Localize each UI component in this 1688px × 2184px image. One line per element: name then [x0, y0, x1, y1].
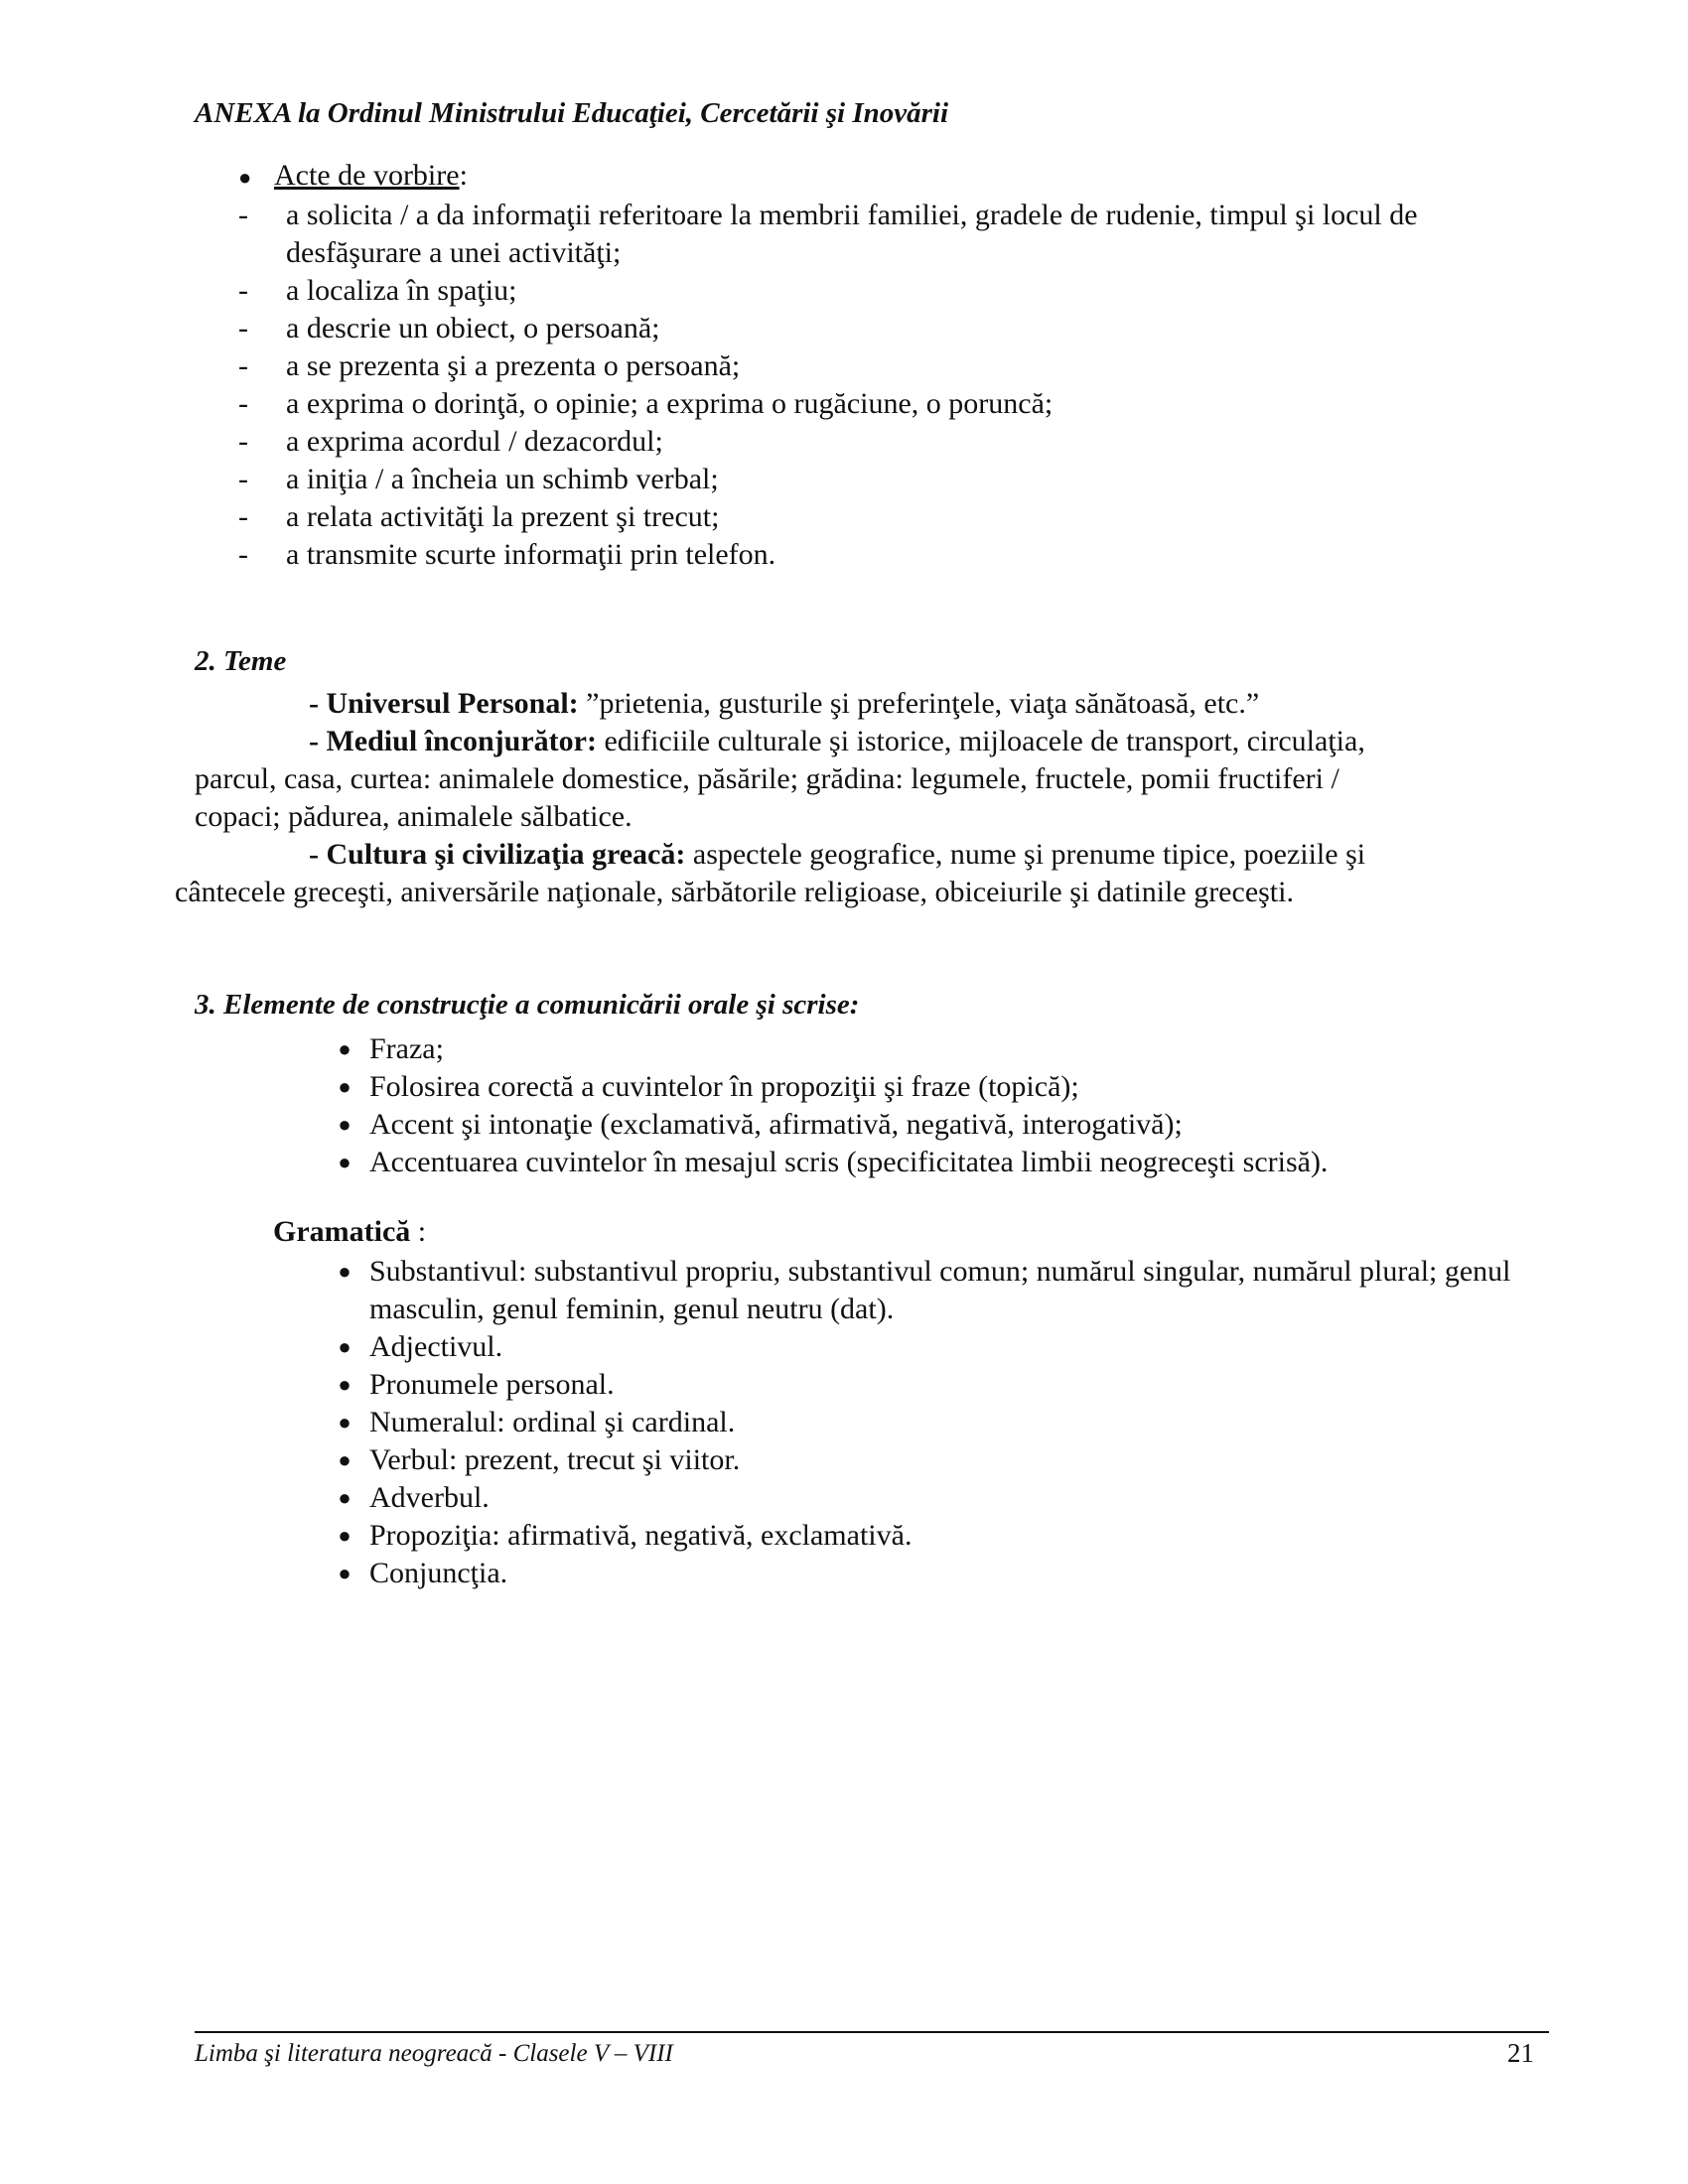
acte-heading-row: [238, 157, 1549, 197]
acte-section: [238, 157, 1549, 574]
bullet-icon: ●: [338, 1485, 352, 1510]
list-item: - a exprima acordul / dezacordul;: [238, 423, 1549, 461]
dash-icon: -: [238, 199, 248, 231]
list-item: ● Substantivul: substantivul propriu, substantivul comun; numărul singular, numărul plural; genul masculin, genul feminin, genul neutru (dat).: [320, 1253, 1511, 1328]
list-item: - a iniţia / a încheia un schimb verbal;: [238, 461, 1549, 498]
teme-paragraph-3-cont: cântecele greceşti, aniversările naţionale, sărbătorile religioase, obiceiurile şi datinile greceşti.: [175, 876, 1294, 908]
teme-section: [175, 685, 1485, 911]
bullet-icon: ●: [338, 1036, 352, 1061]
page-number: 21: [1507, 2038, 1534, 2068]
footer-divider: [195, 2031, 1549, 2033]
dash-icon: -: [238, 500, 248, 533]
list-item: ● Conjuncţia.: [320, 1555, 1511, 1592]
acte-list: [238, 197, 1549, 574]
footer-text: Limba şi literatura neogreacă - Clasele V – VIII: [195, 2040, 673, 2067]
bullet-icon: ●: [338, 1410, 352, 1434]
list-item: - a localiza în spaţiu;: [238, 272, 1549, 310]
acte-heading-colon: :: [459, 159, 468, 192]
elemente-list: [320, 1030, 1511, 1181]
list-item: ● Verbul: prezent, trecut şi viitor.: [320, 1441, 1511, 1479]
list-item: ● Adjectivul.: [320, 1328, 1511, 1366]
gramatica-list: [320, 1253, 1511, 1592]
list-item: ● Accent şi intonaţie (exclamativă, afirmativă, negativă, interogativă);: [320, 1106, 1511, 1144]
acte-heading: Acte de vorbire: [274, 159, 460, 192]
teme-title: 2. Teme: [195, 645, 287, 677]
list-item: - a solicita / a da informaţii referitoare la membrii familiei, gradele de rudenie, timpul şi locul de desfăşurare a unei activităţi;: [238, 197, 1549, 272]
bullet-icon: ●: [338, 1561, 352, 1585]
bullet-icon: ●: [338, 1259, 352, 1284]
list-item: ● Fraza;: [320, 1030, 1511, 1068]
bullet-icon: ●: [338, 1334, 352, 1359]
teme-paragraph-2: - Mediul înconjurător: edificiile culturale şi istorice, mijloacele de transport, circulaţia,: [309, 725, 1365, 757]
dash-icon: -: [238, 463, 248, 495]
bullet-icon: ●: [338, 1112, 352, 1137]
elemente-title: 3. Elemente de construcţie a comunicării orale şi scrise:: [195, 989, 860, 1021]
list-item: - a exprima o dorinţă, o opinie; a exprima o rugăciune, o poruncă;: [238, 385, 1549, 423]
bullet-icon: ●: [338, 1523, 352, 1548]
bullet-icon: ●: [238, 165, 252, 190]
bullet-icon: ●: [338, 1447, 352, 1472]
list-item: ● Accentuarea cuvintelor în mesajul scris (specificitatea limbii neogreceşti scrisă).: [320, 1144, 1511, 1181]
dash-icon: -: [238, 425, 248, 458]
list-item: ● Numeralul: ordinal şi cardinal.: [320, 1404, 1511, 1441]
list-item: ● Pronumele personal.: [320, 1366, 1511, 1404]
bullet-icon: ●: [338, 1372, 352, 1397]
list-item: - a relata activităţi la prezent şi trecut;: [238, 498, 1549, 536]
dash-icon: -: [238, 387, 248, 420]
list-item: - a se prezenta şi a prezenta o persoană;: [238, 347, 1549, 385]
gramatica-title: Gramatică :: [273, 1215, 427, 1248]
teme-paragraph-1: - Universul Personal: ”prietenia, gusturile şi preferinţele, viaţa sănătoasă, etc.”: [309, 687, 1260, 720]
dash-icon: -: [238, 312, 248, 344]
dash-icon: -: [238, 349, 248, 382]
list-item: ● Propoziţia: afirmativă, negativă, exclamativă.: [320, 1517, 1511, 1555]
list-item: ● Folosirea corectă a cuvintelor în propoziţii şi fraze (topică);: [320, 1068, 1511, 1106]
list-item: - a descrie un obiect, o persoană;: [238, 310, 1549, 347]
list-item: ● Adverbul.: [320, 1479, 1511, 1517]
teme-paragraph-3: - Cultura şi civilizaţia greacă: aspectele geografice, nume şi prenume tipice, poeziile şi: [309, 838, 1366, 871]
bullet-icon: ●: [338, 1074, 352, 1099]
list-item: - a transmite scurte informaţii prin telefon.: [238, 536, 1549, 574]
dash-icon: -: [238, 538, 248, 571]
teme-paragraph-2-cont: parcul, casa, curtea: animalele domestice, păsările; grădina: legumele, fructele, pomii fructiferi /: [195, 762, 1339, 795]
teme-paragraph-2-cont: copaci; pădurea, animalele sălbatice.: [195, 800, 633, 833]
bullet-icon: ●: [338, 1150, 352, 1174]
page-header: ANEXA la Ordinul Ministrului Educaţiei, Cercetării şi Inovării: [195, 97, 949, 129]
dash-icon: -: [238, 274, 248, 307]
